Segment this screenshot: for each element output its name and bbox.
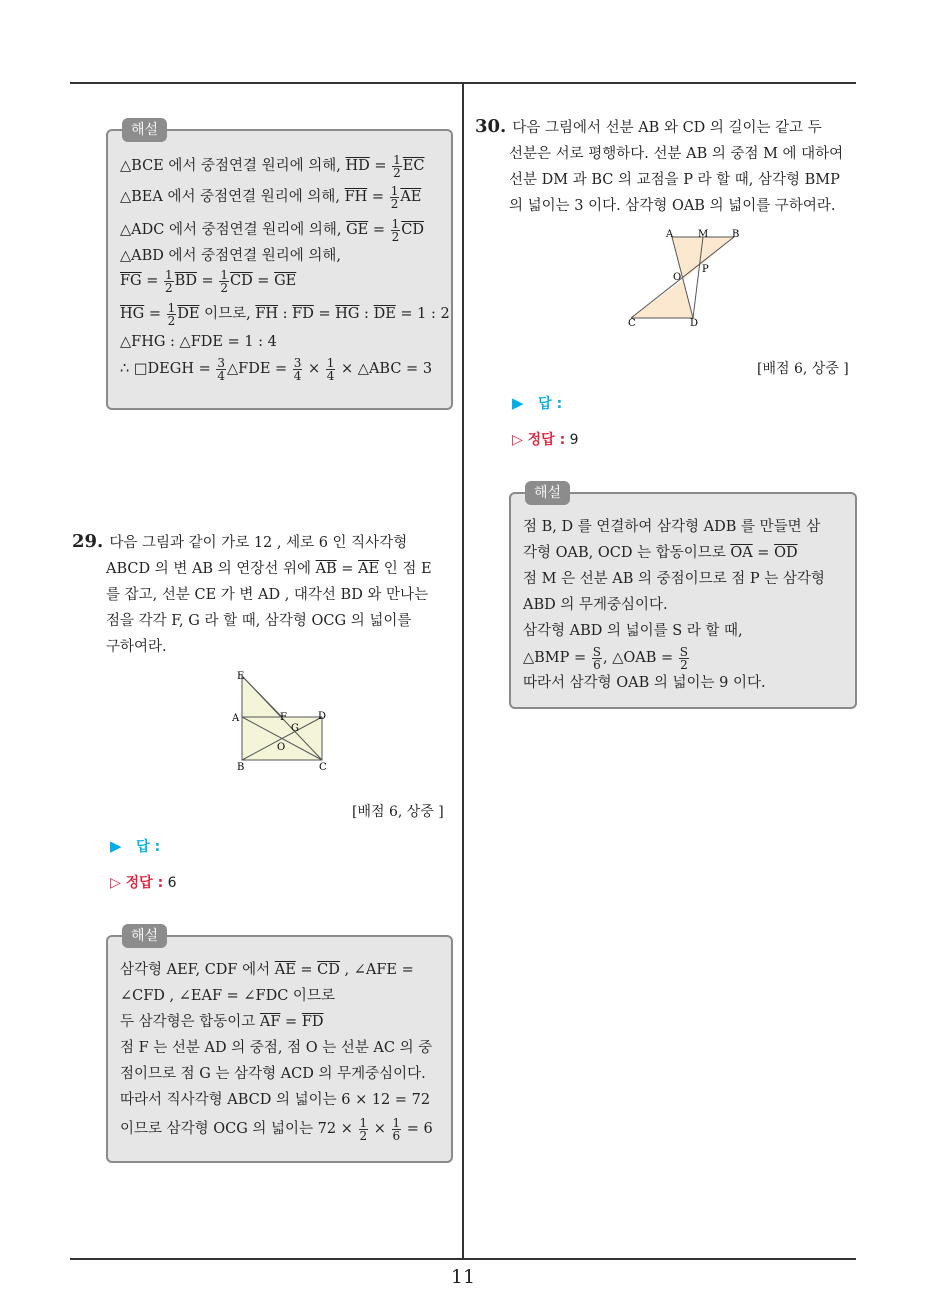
label-E: E <box>237 671 245 682</box>
solution-line: △ABD 에서 중점연결 원리에 의해, <box>120 248 342 264</box>
correct-answer-30: ▷ 정답 : 9 <box>512 432 579 448</box>
problem-text: 다음 그림에서 선분 AB 와 CD 의 길이는 같고 두 <box>512 120 822 136</box>
answer-30: ▶ 답 : <box>512 394 563 412</box>
solution-box-29: 해설 삼각형 AEF, CDF 에서 $\overline{AE} = \overline{CD}$ , ∠AFE = ∠CFD , ∠EAF = ∠FDC 이므로 두 삼각형은 합동이고 $\overline{AF} = \overline{FD}$ 점 F 는 선분 AD 의 중점, 점 O 는 선분 AC 의 중 점이므로 점 G 는 삼각형 ACD 의 무게중심이다. 따라서 직사각형 ABCD 의 넓이는 6 × 12 = 72 이므로 삼각형 OCG 의 넓이는 72 × $\frac{1}{2}$ × $\frac{1}{6}$ = 6 <box>106 935 453 1163</box>
problem-29: 29. 다음 그림과 같이 가로 12 , 세로 6 인 직사각형 ABCD 의 변 AB 의 연장선 위에 $\overline{AB} = \overline{AE}$ 인 점 E 를 잡고, 선분 CE 가 변 AD , 대각선 BD 와 만나는 점을 각각 F, G 라 할 때, 삼각형 OCG 의 넓이를 구하여라. <box>72 529 452 660</box>
play-icon: ▶ <box>512 394 524 412</box>
score-29: [배점 6, 상중 ] <box>352 804 444 820</box>
problem-text: 다음 그림과 같이 가로 12 , 세로 6 인 직사각형 <box>109 535 408 551</box>
problem-text: 점을 각각 F, G 라 할 때, 삼각형 OCG 의 넓이를 <box>106 613 412 629</box>
solution-line: ∴ □DEGH = $\frac{3}{4}$ △FDE = $\frac{3}{4}$ × $\frac{1}{4}$ × △ABC = 3 <box>120 355 433 383</box>
label-C: C <box>319 762 327 773</box>
play-icon: ▶ <box>110 837 122 855</box>
problem-number: 30. <box>475 116 507 137</box>
problem-text: 의 넓이는 3 이다. 삼각형 OAB 의 넓이를 구하여라. <box>509 198 836 214</box>
label-O: O <box>277 742 286 753</box>
problem-text: 를 잡고, 선분 CE 가 변 AD , 대각선 BD 와 만나는 <box>106 587 429 603</box>
problem-text: 구하여라. <box>106 639 167 655</box>
problem-text: 선분은 서로 평행하다. 선분 AB 의 중점 M 에 대하여 <box>509 146 844 162</box>
bottom-rule <box>70 1258 856 1260</box>
solution-line: △BEA 에서 중점연결 원리에 의해, $\overline{FH}$ = $\frac{1}{2}$ $\overline{AE}$ <box>120 183 422 211</box>
solution-line: △FHG : △FDE = 1 : 4 <box>120 334 277 350</box>
label-D: D <box>318 711 327 722</box>
answer-29: ▶ 답 : <box>110 837 161 855</box>
label-A: A <box>232 713 240 724</box>
triangle-icon: ▷ <box>512 432 523 448</box>
label-B: B <box>237 762 245 773</box>
score-30: [배점 6, 상중 ] <box>757 361 849 377</box>
label-D: D <box>690 318 699 329</box>
problem-30 <box>475 114 860 219</box>
label-C: C <box>628 318 636 329</box>
label-P: P <box>702 264 709 275</box>
solution-line: $\overline{FG}$ = $\frac{1}{2}$ $\overline{BD}$ = $\frac{1}{2}$ $\overline{CD} = \overline{GE}$ <box>120 267 297 295</box>
solution-tag: 해설 <box>122 924 167 948</box>
figure-29 <box>228 668 338 774</box>
solution-box-30: 해설 점 B, D 를 연결하여 삼각형 ADB 를 만들면 삼 각형 OAB, OCD 는 합동이므로 $\overline{OA} = \overline{OD}$ 점 M 은 선분 AB 의 중점이므로 점 P 는 삼각형 ABD 의 무게중심이다. 삼각형 ABD 의 넓이를 S 라 할 때, △BMP = $\frac{S}{6}$ , △OAB = $\frac{S}{2}$ 따라서 삼각형 OAB 의 넓이는 9 이다. <box>509 492 857 709</box>
solution-line: △ADC 에서 중점연결 원리에 의해, $\overline{GE}$ = $\frac{1}{2}$ $\overline{CD}$ <box>120 216 424 244</box>
problem-text: 선분 DM 과 BC 의 교점을 P 라 할 때, 삼각형 BMP <box>509 172 840 188</box>
page-number: 11 <box>450 1266 476 1288</box>
column-divider <box>462 84 464 1259</box>
solution-tag: 해설 <box>122 118 167 142</box>
problem-number: 29. <box>72 531 104 552</box>
label-B: B <box>732 229 740 240</box>
solution-line: $\overline{HG}$ = $\frac{1}{2}$ $\overline{DE}$ 이므로, $\overline{FH}$ : $\overline{FD} = \overline{HG}$ : $\overline{DE} = 1$ : 2 <box>120 300 450 328</box>
label-A: A <box>666 229 674 240</box>
label-F: F <box>280 712 287 723</box>
figure-30 <box>622 225 752 335</box>
problem-text: 인 점 E <box>379 561 432 577</box>
label-O: O <box>673 272 682 283</box>
solution-tag: 해설 <box>525 481 570 505</box>
correct-answer-29: ▷ 정답 : 6 <box>110 875 177 891</box>
label-G: G <box>291 723 299 734</box>
solution-line: △BCE 에서 중점연결 원리에 의해, $\overline{HD}$ = $\frac{1}{2}$ $\overline{EC}$ <box>120 152 425 180</box>
label-M: M <box>698 229 709 240</box>
problem-text: ABCD 의 변 AB 의 연장선 위에 <box>106 561 316 577</box>
triangle-icon: ▷ <box>110 875 121 891</box>
solution-box-28 <box>106 122 453 410</box>
